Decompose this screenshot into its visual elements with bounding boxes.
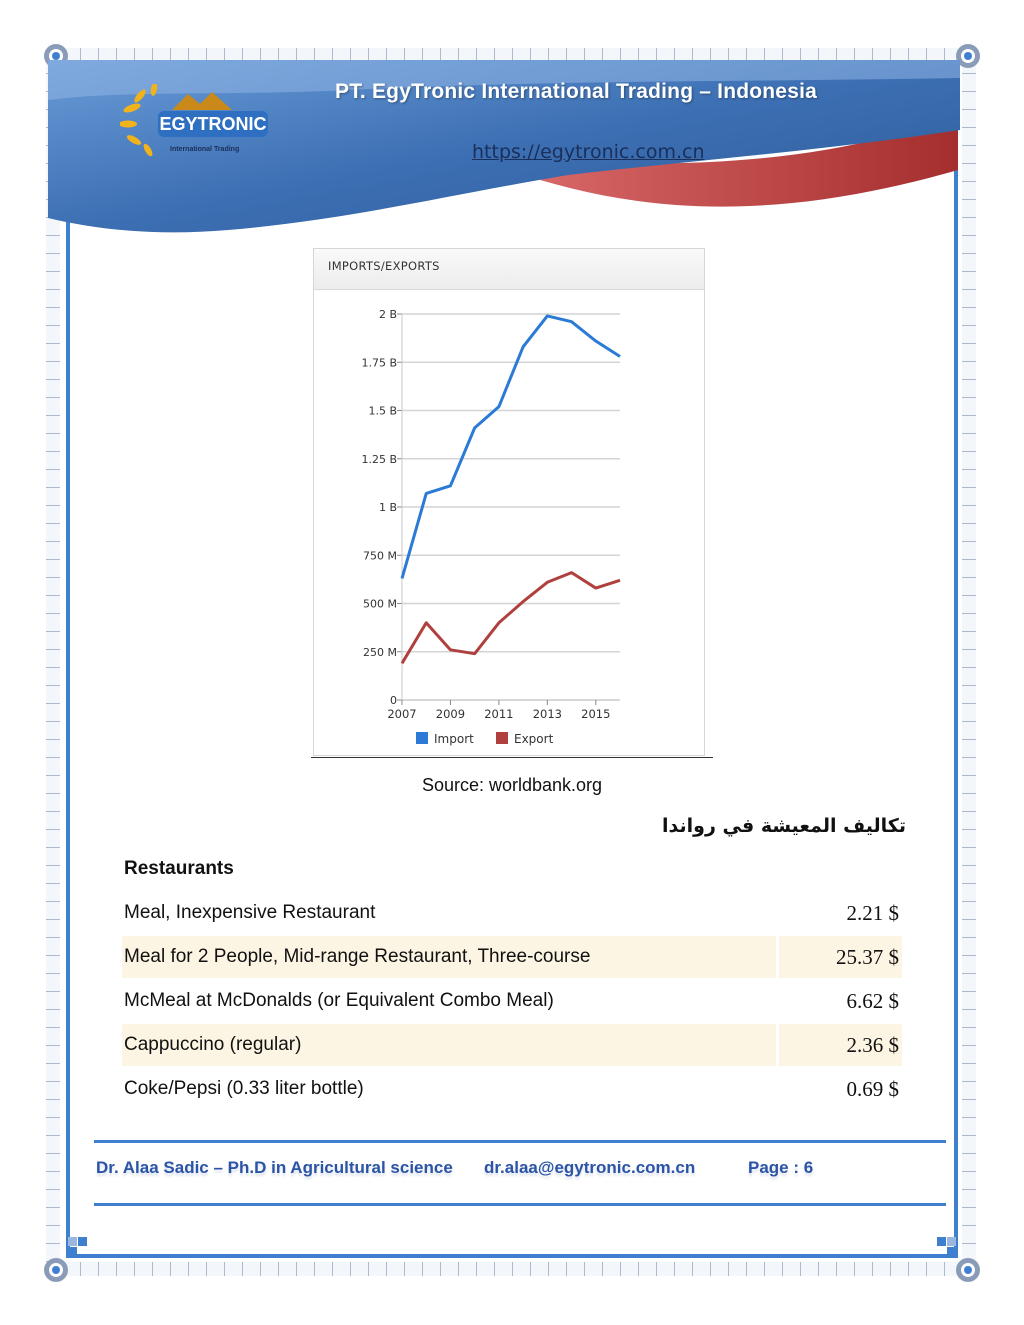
y-tick-label: 500 M (363, 597, 397, 611)
y-tick-label: 1.75 B (361, 356, 397, 370)
x-tick-label: 2011 (484, 707, 514, 721)
price-row (122, 1068, 902, 1110)
footer-email[interactable]: dr.alaa@egytronic.com.cn (484, 1158, 696, 1177)
y-tick-label: 1.25 B (361, 452, 397, 466)
frame-ruler-left (46, 62, 60, 1262)
x-tick-label: 2015 (581, 707, 611, 721)
item-price: 0.69 $ (846, 1077, 899, 1101)
price-row (122, 980, 902, 1022)
footer-page-number: Page : 6 (748, 1158, 814, 1177)
item-name: McMeal at McDonalds (or Equivalent Combo Meal) (124, 990, 554, 1011)
y-tick-label: 1 B (378, 501, 397, 514)
price-row (122, 936, 902, 978)
y-tick-label: 1.5 B (368, 404, 397, 418)
logo-subtext: International Trading (170, 146, 240, 153)
legend-swatch-import (416, 732, 428, 744)
frame-ruler-right (962, 62, 976, 1262)
company-name: PT. EgyTronic International Trading – Indonesia (335, 80, 817, 103)
item-price: 2.36 $ (779, 1024, 902, 1066)
item-name: Meal, Inexpensive Restaurant (124, 902, 376, 923)
imports-exports-chart (314, 289, 704, 755)
chart-header (314, 249, 704, 290)
chart-title: IMPORTS/EXPORTS (328, 259, 440, 273)
frame-line-left (66, 66, 70, 1258)
series-line-export (402, 573, 620, 664)
footer-rule-bottom (94, 1203, 946, 1206)
company-url-link[interactable]: https://egytronic.com.cn (472, 141, 705, 163)
cost-of-living-title: تكاليف المعيشة في رواندا (662, 815, 906, 837)
frame-line-right (954, 66, 958, 1258)
item-name: Cappuccino (regular) (122, 1024, 776, 1066)
y-tick-label: 250 M (363, 645, 397, 659)
logo-text: EGYTRONIC (159, 114, 267, 134)
x-tick-label: 2007 (387, 707, 417, 721)
section-heading-restaurants: Restaurants (124, 858, 234, 879)
x-tick-label: 2013 (532, 707, 562, 721)
item-price: 6.62 $ (846, 989, 899, 1013)
chart-underline (311, 757, 713, 758)
footer-rule-top (94, 1140, 946, 1143)
legend-swatch-export (496, 732, 508, 744)
chart-source: Source: worldbank.org (421, 775, 603, 795)
item-name: Coke/Pepsi (0.33 liter bottle) (124, 1078, 364, 1099)
frame-ruler-bottom (62, 1262, 962, 1276)
frame-corner-bottom-left (40, 1232, 94, 1286)
item-price: 2.21 $ (846, 901, 899, 925)
frame-corner-bottom-right (930, 1232, 984, 1286)
egytronic-logo (120, 84, 280, 159)
footer-author: Dr. Alaa Sadic – Ph.D in Agricultural science (96, 1158, 453, 1177)
item-price: 25.37 $ (779, 936, 902, 978)
frame-line-bottom (66, 1254, 958, 1258)
y-tick-label: 2 B (378, 308, 397, 321)
x-tick-label: 2009 (435, 707, 466, 721)
price-table (122, 892, 902, 1112)
y-tick-label: 0 (390, 694, 397, 707)
legend-label-export: Export (514, 732, 554, 746)
price-row (122, 1024, 902, 1066)
chart-card (313, 248, 705, 756)
series-line-import (402, 316, 620, 578)
y-tick-label: 750 M (363, 549, 397, 563)
legend-label-import: Import (434, 732, 474, 746)
item-name: Meal for 2 People, Mid-range Restaurant, Three-course (122, 936, 776, 978)
price-row (122, 892, 902, 934)
